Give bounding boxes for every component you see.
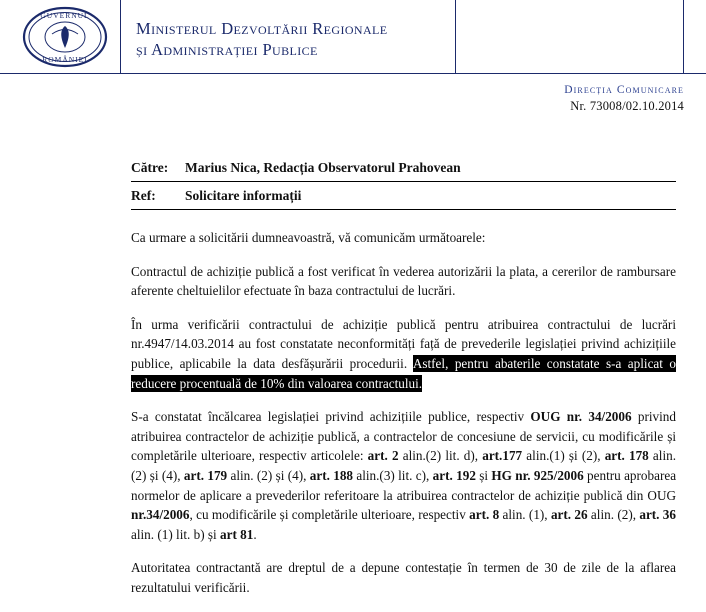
letterhead-divider-right [683,0,684,74]
addressee-label: Către: [131,160,169,175]
p4-seg3: alin.(2) lit. d), [398,448,483,464]
p4-ref-art-192: art. 192 [432,467,476,483]
body-paragraph-3 [131,315,676,393]
p4-seg10: , cu modificările și completările ulterioare, respectiv [189,507,470,523]
p4-ref-art-179: art. 179 [183,467,228,483]
p4-seg14: . [253,526,257,542]
body-paragraph-5: Autoritatea contractantă are dreptul de a depune contestație în termen de 30 de zile de la aflarea rezultatului verificării. [131,560,676,595]
p4-seg6: alin. (2) și (4), [227,467,310,483]
letter-body [131,228,676,612]
p4-ref-art-177: art.177 [482,448,523,464]
p4-ref-art-178: art. 178 [604,448,649,464]
letterhead-divider-left [120,0,121,74]
body-paragraph-3-text: În urma verificării contractului de achiziție publică pentru atribuirea contractului de lucrări nr.4947/14.03.2014 au fost constatate neconformități față de prevederile legislației privind achizițiile publice, aplicabile la data desfășurării procedurii. [131,316,676,371]
ministry-name-line1: Ministerul Dezvoltării Regionale [136,19,388,38]
department-block [564,84,684,114]
p4-ref-art-188: art. 188 [309,467,354,483]
highlighted-sentence: Astfel, pentru abaterile constatate s-a aplicat o reducere procentuală de 10% din valoarea contractului. [131,355,676,391]
letterhead [0,0,706,74]
p4-ref-art-81: art 81 [220,526,254,542]
body-paragraph-4 [131,407,676,544]
p4-seg9: pentru aprobarea normelor de aplicare a prevederilor referitoare la atribuirea contractelor de achiziție publică din OUG [131,467,677,503]
addressing-divider-2 [131,209,676,210]
p4-ref-art-8: art. 8 [469,507,500,523]
p4-seg12: alin. (2), [587,507,640,523]
p4-seg4: alin.(1) și (2), [522,448,605,464]
addressee-value: Marius Nica, Redacția Observatorul Prahovean [185,160,461,175]
body-paragraph-2: Contractul de achiziție publică a fost verificat în vederea autorizării la plata, a cererilor de rambursare aferente cheltuielilor efectuate în baza contractului de lucrări. [131,263,676,299]
svg-text:ROMÂNIEI: ROMÂNIEI [42,55,88,64]
p4-ref-art-2: art. 2 [367,448,399,464]
p4-seg7: alin.(3) lit. c), [353,467,433,483]
government-seal-icon [22,6,108,68]
reference-value: Solicitare informații [185,188,302,203]
reference-row [131,182,676,208]
ministry-name-line2: și Administrației Publice [136,40,318,59]
department-name: Direcția Comunicare [564,84,684,96]
addressing-block [131,158,676,210]
registration-number: Nr. 73008/02.10.2014 [570,99,684,113]
p4-ref-hg-925-2006: HG nr. 925/2006 [491,467,584,483]
reference-label: Ref: [131,188,156,203]
p4-ref-art-36: art. 36 [639,507,676,523]
p4-seg8: și [475,467,492,483]
p4-seg2: privind atribuirea contractelor de achiziție publică, a contractelor de concesiune de servicii, cu modificările și completările ulterioare, respectiv articolele: [131,409,676,464]
p4-ref-art-26: art. 26 [550,507,588,523]
letterhead-divider-middle [455,0,456,74]
p4-ref-oug-34-2006: OUG nr. 34/2006 [530,409,632,425]
p4-seg13: alin. (1) lit. b) și [131,526,221,542]
addressee-row [131,158,676,180]
p4-seg1: S-a constatat încălcarea legislației privind achizițiile publice, respectiv [131,409,531,425]
p4-ref-nr-34-2006: nr.34/2006 [131,507,190,523]
body-paragraph-1: Ca urmare a solicitării dumneavoastră, vă comunicăm următoarele: [131,230,486,245]
p4-seg11: alin. (1), [499,507,551,523]
p4-seg5: alin. (2) și (4), [131,448,676,483]
ministry-name [136,18,446,60]
svg-text:GUVERNUL: GUVERNUL [40,11,90,20]
